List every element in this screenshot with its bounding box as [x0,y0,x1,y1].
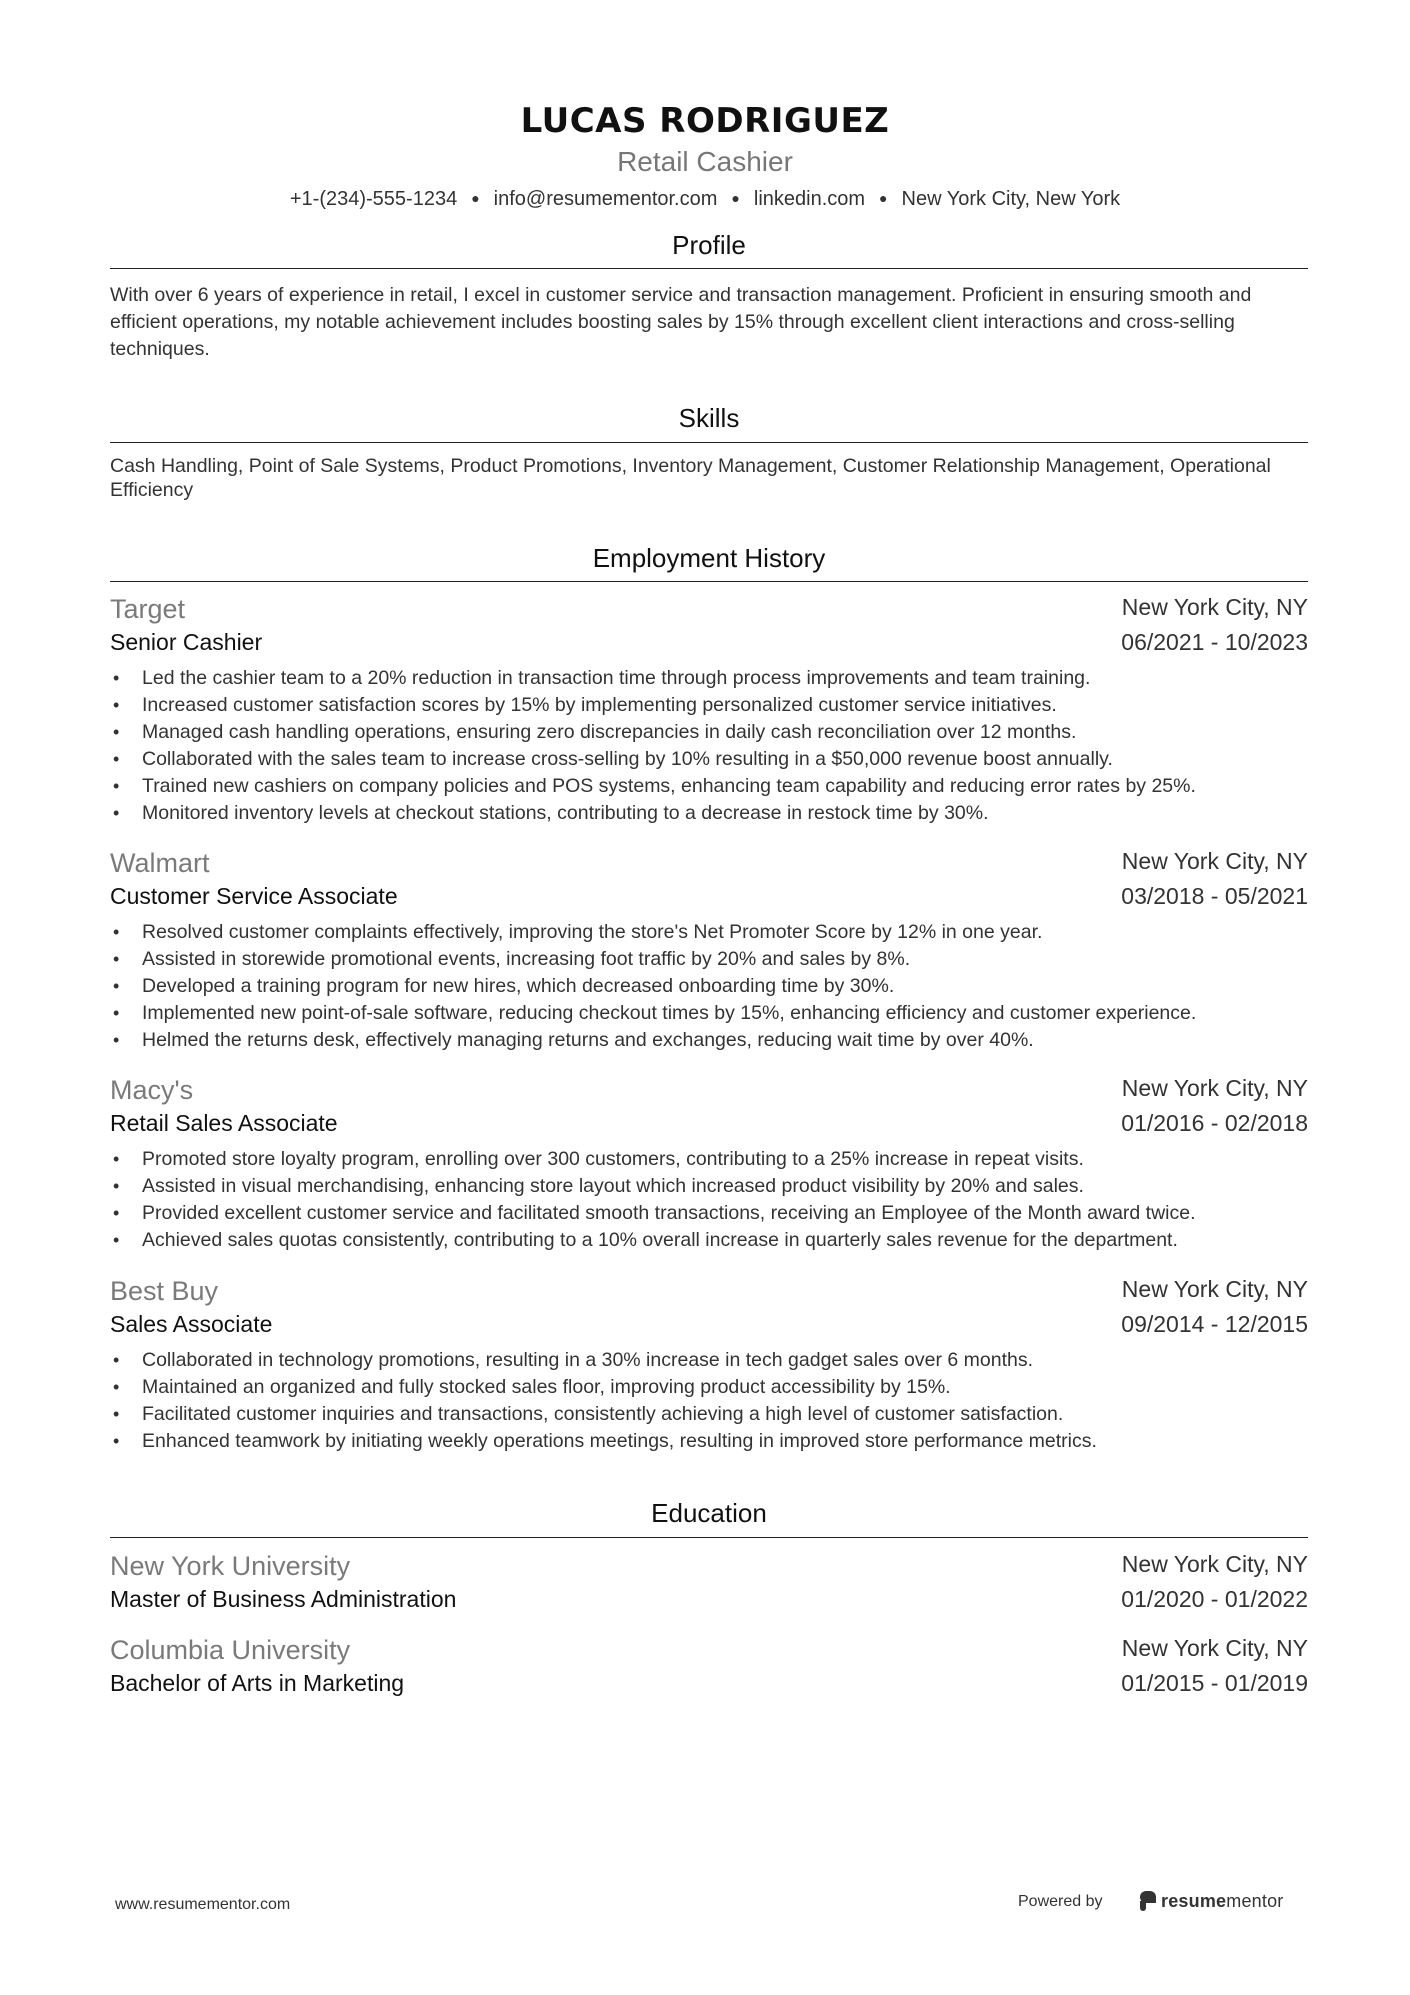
logo-wordmark [1161,1891,1283,1912]
education-divider [110,1537,1308,1538]
job-location: New York City, NY [1121,1276,1308,1302]
list-item: • Resolved customer complaints effectively, improving the store's Net Promoter Score by 12% in one year. [110,919,1308,946]
job-bullets [110,919,1308,1054]
list-item: • Led the cashier team to a 20% reduction in transaction time through process improvements and team training. [110,665,1308,692]
school-dates: 01/2020 - 01/2022 [1121,1586,1308,1612]
job-position: Senior Cashier [110,629,263,655]
bullet-separator-icon: ● [879,190,888,206]
list-item: • Assisted in storewide promotional events, increasing foot traffic by 20% and sales by 8%. [110,946,1308,973]
job-company: Macy's [110,1075,194,1105]
bullet-separator-icon: ● [471,190,480,206]
school-location: New York City, NY [1121,1635,1308,1661]
list-item: • Facilitated customer inquiries and transactions, consistently achieving a high level of customer satisfaction. [110,1401,1308,1428]
job-bullets [110,1347,1308,1455]
logo-wordmark-light: mentor [1226,1890,1284,1911]
list-item: • Helmed the returns desk, effectively managing returns and exchanges, reducing wait time by over 40%. [110,1027,1308,1054]
contact-phone: +1-(234)-555-1234 [289,188,458,210]
job-position: Retail Sales Associate [110,1110,338,1136]
list-item: • Trained new cashiers on company policies and POS systems, enhancing team capability and reducing error rates by 25%. [110,773,1308,800]
job-dates: 01/2016 - 02/2018 [1121,1110,1308,1136]
school-name: Columbia University [110,1635,351,1665]
school-degree: Bachelor of Arts in Marketing [110,1670,405,1696]
resumementor-logo [1140,1888,1283,1914]
profile-section-title: Profile [672,230,746,260]
job-dates: 06/2021 - 10/2023 [1121,629,1308,655]
school-dates: 01/2015 - 01/2019 [1121,1670,1308,1696]
list-item: • Implemented new point-of-sale software, reducing checkout times by 15%, enhancing efficiency and customer experience. [110,1000,1308,1027]
school-name: New York University [110,1551,351,1581]
school-location: New York City, NY [1121,1551,1308,1577]
profile-divider [110,268,1308,269]
candidate-name: LUCAS RODRIGUEZ [520,101,890,141]
list-item: • Maintained an organized and fully stocked sales floor, improving product accessibility by 15%. [110,1374,1308,1401]
job-bullets [110,665,1308,827]
education-section-title: Education [651,1498,767,1528]
profile-text: With over 6 years of experience in retail, I excel in customer service and transaction management. Proficient in ensuring smooth and efficient operations, my notable achievement includes boosting sales by 15% through excellent client interactions and cross-selling techniques. [110,284,1252,360]
bullet-separator-icon: ● [731,190,740,206]
skills-divider [110,442,1308,443]
job-company: Best Buy [110,1276,219,1306]
contact-location: New York City, New York [901,188,1121,210]
job-position: Sales Associate [110,1311,273,1337]
contact-linkedin: linkedin.com [753,188,866,210]
list-item: • Assisted in visual merchandising, enhancing store layout which increased product visibility by 20% and sales. [110,1173,1308,1200]
employment-divider [110,581,1308,582]
list-item: • Promoted store loyalty program, enrolling over 300 customers, contributing to a 25% increase in repeat visits. [110,1146,1308,1173]
candidate-role: Retail Cashier [617,146,793,177]
list-item: • Collaborated in technology promotions, resulting in a 30% increase in tech gadget sales over 6 months. [110,1347,1308,1374]
skills-text: Cash Handling, Point of Sale Systems, Product Promotions, Inventory Management, Customer Relationship Management, Operational Efficiency [110,455,1271,501]
footer-powered-by: Powered by [1018,1893,1103,1910]
list-item: • Collaborated with the sales team to increase cross-selling by 10% resulting in a $50,000 revenue boost annually. [110,746,1308,773]
resume-header [0,98,1410,215]
list-item: • Managed cash handling operations, ensuring zero discrepancies in daily cash reconciliation over 12 months. [110,719,1308,746]
list-item: • Increased customer satisfaction scores by 15% by implementing personalized customer service initiatives. [110,692,1308,719]
job-location: New York City, NY [1121,848,1308,874]
job-dates: 03/2018 - 05/2021 [1121,883,1308,909]
job-position: Customer Service Associate [110,883,398,909]
logo-wordmark-bold: resume [1161,1890,1227,1911]
job-location: New York City, NY [1121,1075,1308,1101]
job-bullets [110,1146,1308,1254]
list-item: • Developed a training program for new hires, which decreased onboarding time by 30%. [110,973,1308,1000]
contact-line [0,184,1410,215]
skills-section-title: Skills [678,403,740,433]
list-item: • Achieved sales quotas consistently, contributing to a 10% overall increase in quarterly sales revenue for the department. [110,1227,1308,1254]
contact-email: info@resumementor.com [493,188,718,210]
resumementor-logo-icon [1140,1891,1156,1911]
list-item: • Monitored inventory levels at checkout stations, contributing to a decrease in restock time by 30%. [110,800,1308,827]
job-company: Walmart [110,848,210,878]
list-item: • Enhanced teamwork by initiating weekly operations meetings, resulting in improved store performance metrics. [110,1428,1308,1455]
employment-section-title: Employment History [592,543,826,573]
job-company: Target [110,594,186,624]
school-degree: Master of Business Administration [110,1586,457,1612]
footer-website: www.resumementor.com [115,1896,291,1913]
job-dates: 09/2014 - 12/2015 [1121,1311,1308,1337]
list-item: • Provided excellent customer service and facilitated smooth transactions, receiving an Employee of the Month award twice. [110,1200,1308,1227]
job-location: New York City, NY [1121,594,1308,620]
